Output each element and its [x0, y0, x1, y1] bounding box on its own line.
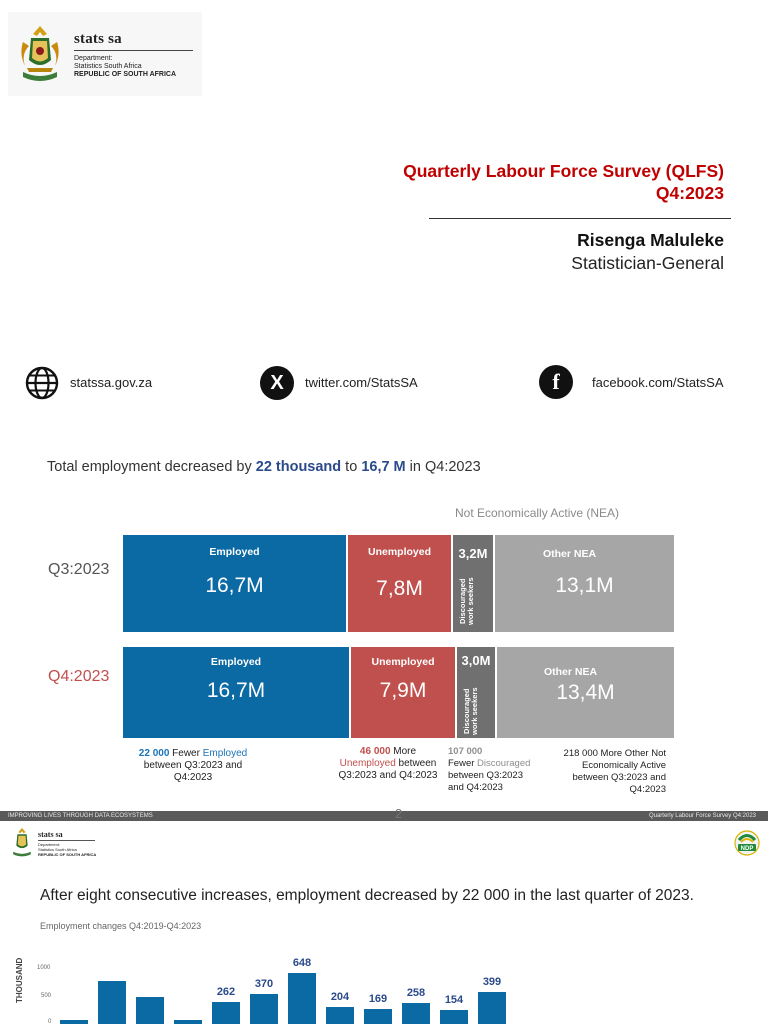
- bar-q4-discouraged: 3,0M Discouraged work seekers: [457, 647, 495, 738]
- bar-q3-discouraged: 3,2M Discouraged work seekers: [453, 535, 493, 632]
- y-tick-0: 0: [48, 1019, 52, 1024]
- report-title: Quarterly Labour Force Survey (QLFS) Q4:2023: [403, 161, 724, 203]
- chart2-bar-label: 154: [444, 994, 464, 1006]
- bar-q4-other-nea: Other NEA 13,4M: [497, 647, 674, 738]
- page-number: 2: [395, 806, 403, 821]
- bar-q3-other-nea: Other NEA 13,1M: [495, 535, 674, 632]
- facebook-link[interactable]: facebook.com/StatsSA: [592, 375, 724, 390]
- author-role: Statistician-General: [571, 253, 724, 273]
- chart2-bar: [326, 1007, 354, 1024]
- note-other-nea: 218 000 More Other Not Economically Active between Q3:2023 and Q4:2023: [563, 748, 666, 795]
- logo-divider-small: [38, 840, 95, 841]
- bar-q3-unemployed: Unemployed 7,8M: [348, 535, 451, 632]
- logo-name-small: stats sa: [38, 830, 63, 839]
- svg-text:NDP: NDP: [740, 846, 754, 852]
- y-axis-title: THOUSAND: [15, 957, 24, 1003]
- discouraged-label: Discouraged work seekers: [458, 577, 475, 625]
- chart2-bar-label: 169: [368, 993, 388, 1005]
- chart2-bar-label: 399: [482, 976, 502, 988]
- discouraged-label: Discouraged work seekers: [462, 687, 479, 735]
- website-link[interactable]: statssa.gov.za: [70, 375, 153, 390]
- chart2-bar: [288, 973, 316, 1024]
- chart2-bar: [440, 1010, 468, 1024]
- y-tick-500: 500: [41, 993, 52, 999]
- logo-department-small: Department: Statistics South Africa REPUBLIC OF SOUTH AFRICA: [38, 842, 97, 857]
- chart2-title: Employment changes Q4:2019-Q4:2023: [40, 921, 202, 931]
- chart2-bar-label: 262: [216, 986, 236, 998]
- note-discouraged: 107 000 Fewer Discouraged between Q3:2023 and Q4:2023: [448, 746, 531, 793]
- coat-of-arms-icon: [17, 24, 63, 86]
- chart2-bar-label: 204: [330, 991, 350, 1003]
- twitter-link[interactable]: twitter.com/StatsSA: [305, 375, 418, 390]
- footer-left-text: IMPROVING LIVES THROUGH DATA ECOSYSTEMS: [8, 813, 153, 819]
- bar-q3-employed: Employed 16,7M: [123, 535, 346, 632]
- chart2-bar: [402, 1003, 430, 1024]
- y-tick-1000: 1000: [37, 965, 51, 971]
- globe-icon: [25, 366, 59, 400]
- author-name: Risenga Maluleke: [577, 230, 724, 250]
- coat-of-arms-icon: [10, 827, 34, 859]
- employment-headline: Total employment decreased by 22 thousand to 16,7 M in Q4:2023: [47, 459, 481, 475]
- ndp-logo-icon: [734, 830, 760, 856]
- bar-q4-employed: Employed 16,7M: [123, 647, 349, 738]
- logo-department: Department: Statistics South Africa REPUBLIC OF SOUTH AFRICA: [74, 55, 177, 78]
- note-employed: 22 000 Fewer Employed between Q3:2023 and Q4:2023: [138, 748, 248, 783]
- chart2-bar: [60, 1020, 88, 1024]
- chart2-bar: [364, 1009, 392, 1024]
- chart2-bar-label: 258: [406, 987, 426, 999]
- x-twitter-icon: X: [260, 366, 294, 400]
- logo-name: stats sa: [74, 31, 122, 47]
- chart2-bar: [136, 997, 164, 1024]
- slide2-headline: After eight consecutive increases, employment decreased by 22 000 in the last quarter of 2023.: [40, 887, 694, 904]
- title-divider: [429, 218, 731, 219]
- chart2-bar-label: 648: [292, 957, 312, 969]
- chart2-bar: [174, 1020, 202, 1024]
- facebook-icon: f: [539, 365, 573, 399]
- row-label-q4: Q4:2023: [48, 668, 110, 685]
- bar-q4-unemployed: Unemployed 7,9M: [351, 647, 455, 738]
- chart2-bar-label: 370: [254, 978, 274, 990]
- note-unemployed: 46 000 More Unemployed between Q3:2023 and Q4:2023: [338, 746, 438, 781]
- row-label-q3: Q3:2023: [48, 561, 110, 578]
- chart2-bar: [98, 981, 126, 1024]
- footer-right-text: Quarterly Labour Force Survey Q4:2023: [648, 813, 756, 819]
- chart2-bar: [212, 1002, 240, 1024]
- chart2-bar: [478, 992, 506, 1024]
- chart2-bar: [250, 994, 278, 1024]
- logo-divider: [74, 50, 193, 51]
- nea-label: Not Economically Active (NEA): [455, 506, 620, 520]
